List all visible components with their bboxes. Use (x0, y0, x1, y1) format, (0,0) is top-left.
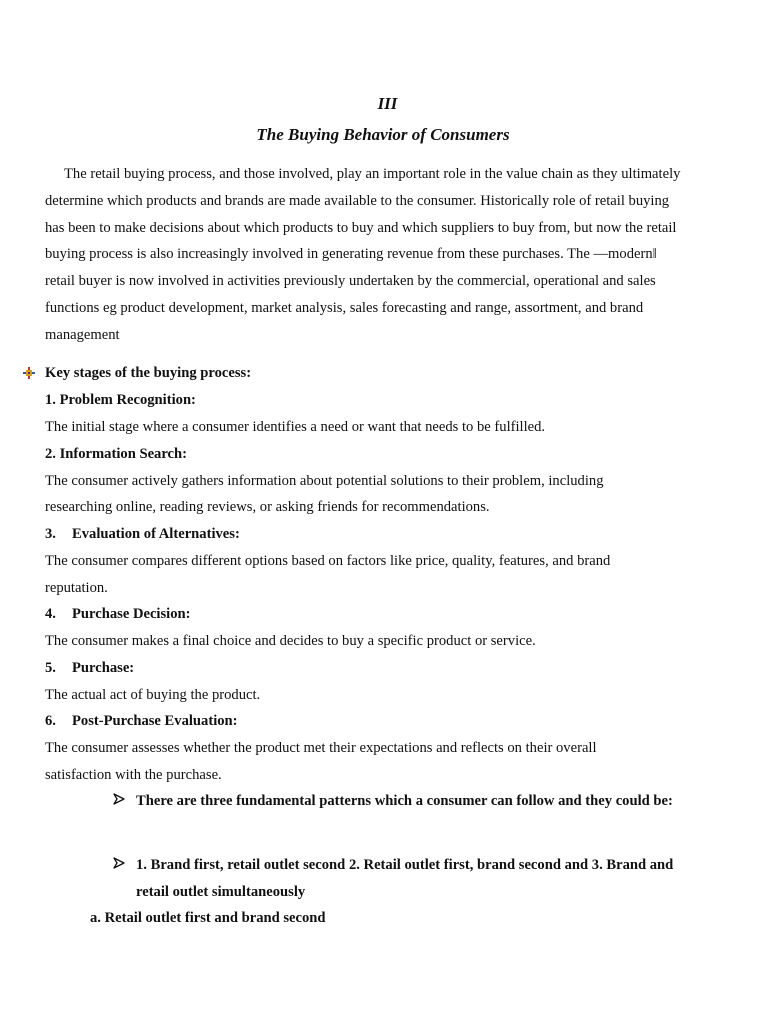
stage-4-number: 4. (45, 606, 56, 622)
stage-2-desc-line-2: researching online, reading reviews, or asking friends for recommendations. (45, 499, 490, 515)
stage-1-title: 1. Problem Recognition: (45, 392, 196, 408)
stage-6-number: 6. (45, 713, 56, 729)
stage-6-desc-line-2: satisfaction with the purchase. (45, 767, 222, 783)
stage-5-heading (45, 658, 134, 678)
stage-6-title: Post-Purchase Evaluation: (72, 713, 238, 729)
key-stages-heading: Key stages of the buying process: (45, 365, 252, 381)
stage-1-desc: The initial stage where a consumer identifies a need or want that needs to be fulfilled. (45, 419, 546, 435)
chapter-number: III (377, 94, 398, 113)
stage-5-desc: The actual act of buying the product. (45, 687, 261, 703)
pushpin-icon (22, 366, 36, 380)
pattern-item-1-text: There are three fundamental patterns which a consumer can follow and they could be: (136, 793, 673, 809)
stage-5-title: Purchase: (72, 660, 135, 676)
stage-6-heading (45, 711, 238, 731)
pattern-item-2 (113, 852, 683, 906)
stage-3-desc-line-1: The consumer compares different options based on factors like price, quality, features, and brand (45, 553, 611, 569)
stage-3-number: 3. (45, 526, 56, 542)
sub-heading-a: a. Retail outlet first and brand second (90, 910, 326, 926)
intro-paragraph: The retail buying process, and those involved, play an important role in the value chain as they ultimately determine which products and brands are made available to the consumer. Historically role of retail buying has been to make decisions about which products to buy and which suppliers to buy from, but now the retail buying process is also increasingly involved in generating revenue from these purchases. The —modern‖ retail buyer is now involved in activities previously undertaken by the commercial, operational and sales functions eg product development, market analysis, sales forecasting and range, assortment, and brand management (45, 166, 681, 343)
pattern-item-2-text: 1. Brand first, retail outlet second 2. Retail outlet first, brand second and 3. Brand and retail outlet simultaneously (136, 857, 674, 900)
pattern-item-1 (113, 788, 683, 815)
stage-6-desc-line-1: The consumer assesses whether the product met their expectations and reflects on their overall (45, 740, 597, 756)
stage-3-title: Evaluation of Alternatives: (72, 526, 240, 542)
chapter-title: The Buying Behavior of Consumers (256, 125, 510, 144)
arrowhead-bullet-icon (113, 793, 125, 805)
stage-3-heading (45, 524, 240, 544)
stage-4-title: Purchase Decision: (72, 606, 191, 622)
stage-3-desc-line-2: reputation. (45, 580, 108, 596)
stage-4-desc: The consumer makes a final choice and decides to buy a specific product or service. (45, 633, 536, 649)
stage-4-heading (45, 604, 191, 624)
arrowhead-bullet-icon (113, 857, 125, 869)
stage-2-title: 2. Information Search: (45, 446, 188, 462)
stage-5-number: 5. (45, 660, 56, 676)
stage-2-desc-line-1: The consumer actively gathers information about potential solutions to their problem, including (45, 473, 604, 489)
